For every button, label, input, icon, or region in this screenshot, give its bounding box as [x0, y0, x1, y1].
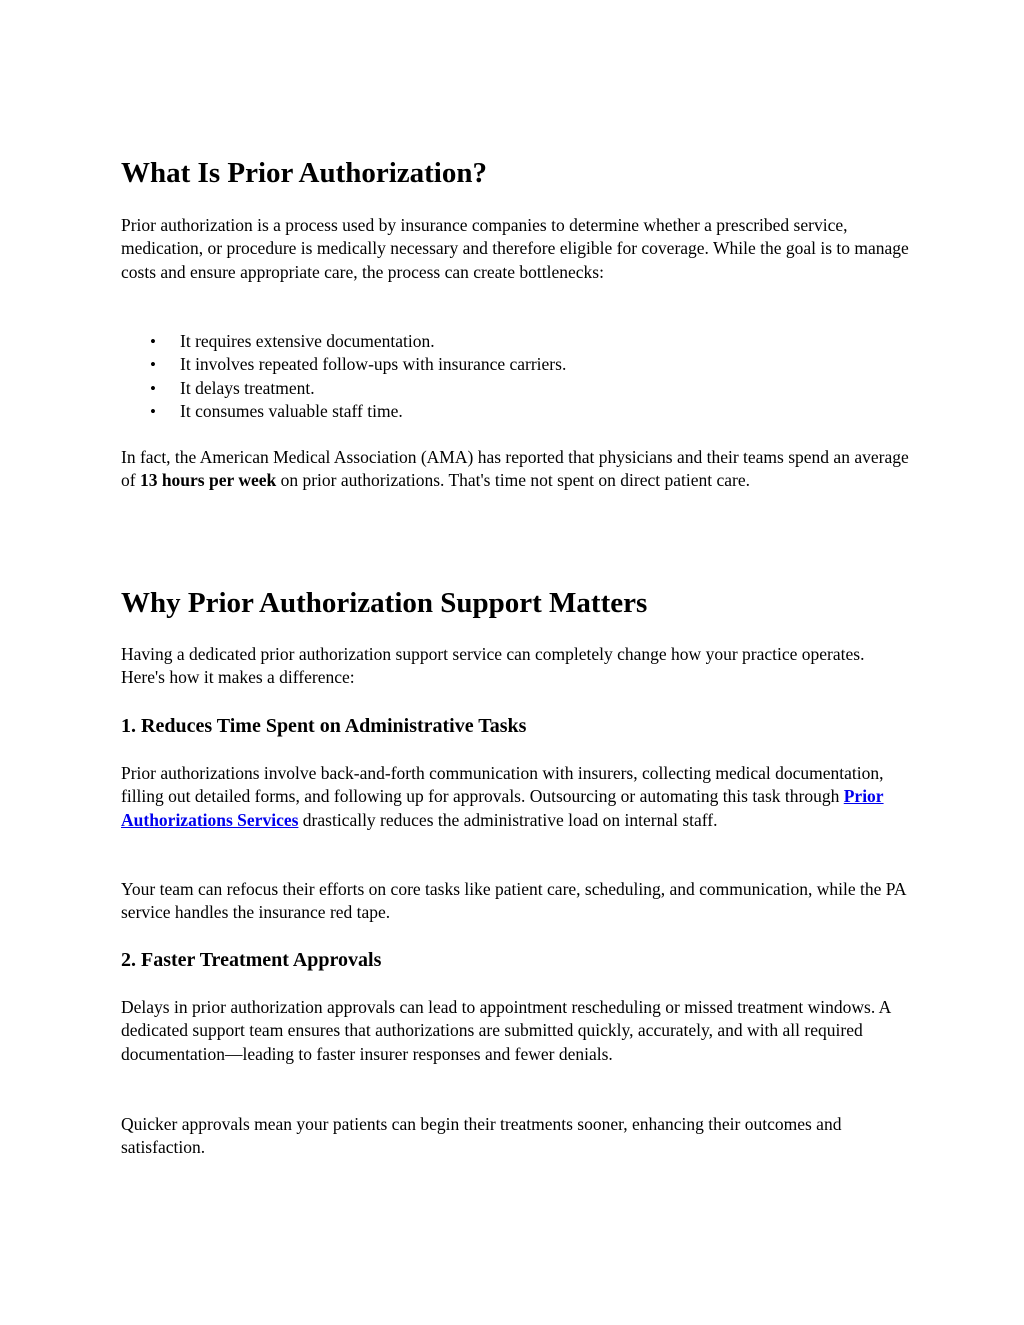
- ama-fact-paragraph: [121, 446, 911, 493]
- list-item: • It requires extensive documentation.: [121, 330, 566, 353]
- subheading-faster-approvals: 2. Faster Treatment Approvals: [121, 949, 382, 971]
- bottleneck-list: [121, 330, 566, 423]
- reduces-time-paragraph: [121, 762, 911, 832]
- fact-highlight: 13 hours per week: [139, 470, 277, 491]
- fact-text-after: on prior authorizations. That's time not spent on direct patient care.: [276, 470, 750, 491]
- intro-paragraph: Prior authorization is a process used by insurance companies to determine whether a prescribed service, medication, or procedure is medically necessary and therefore eligible for coverage. While the goal is to manage costs and ensure appropriate care, the process can create bottlenecks:: [121, 215, 909, 282]
- list-item: • It involves repeated follow-ups with insurance carriers.: [121, 353, 566, 376]
- reduces-text-after: drastically reduces the administrative load on internal staff.: [298, 809, 718, 830]
- delays-paragraph: Delays in prior authorization approvals can lead to appointment rescheduling or missed treatment windows. A dedicated support team ensures that authorizations are submitted quickly, accurately, and with all required documentation—leading to faster insurer responses and fewer denials.: [121, 997, 891, 1064]
- refocus-paragraph: Your team can refocus their efforts on core tasks like patient care, scheduling, and communication, while the PA service handles the insurance red tape.: [121, 879, 906, 923]
- list-item: • It consumes valuable staff time.: [121, 400, 566, 423]
- section-title-what-is-prior-authorization: What Is Prior Authorization?: [121, 157, 487, 189]
- prior-authorizations-services-link[interactable]: Prior Authorizations Services: [121, 786, 884, 830]
- quicker-approvals-paragraph: Quicker approvals mean your patients can begin their treatments sooner, enhancing their outcomes and satisfaction.: [121, 1114, 842, 1158]
- section-title-why-support-matters: Why Prior Authorization Support Matters: [121, 587, 648, 619]
- fact-text-before: In fact, the American Medical Association (AMA) has reported that physicians and their teams spend an average of: [121, 447, 909, 491]
- list-item: • It delays treatment.: [121, 377, 566, 400]
- subheading-reduces-time: 1. Reduces Time Spent on Administrative Tasks: [121, 715, 527, 737]
- reduces-text-before: Prior authorizations involve back-and-forth communication with insurers, collecting medical documentation, filling out detailed forms, and following up for approvals. Outsourcing or automating this task through: [121, 763, 884, 807]
- support-intro-paragraph: Having a dedicated prior authorization support service can completely change how your practice operates. Here's how it makes a difference:: [121, 644, 865, 688]
